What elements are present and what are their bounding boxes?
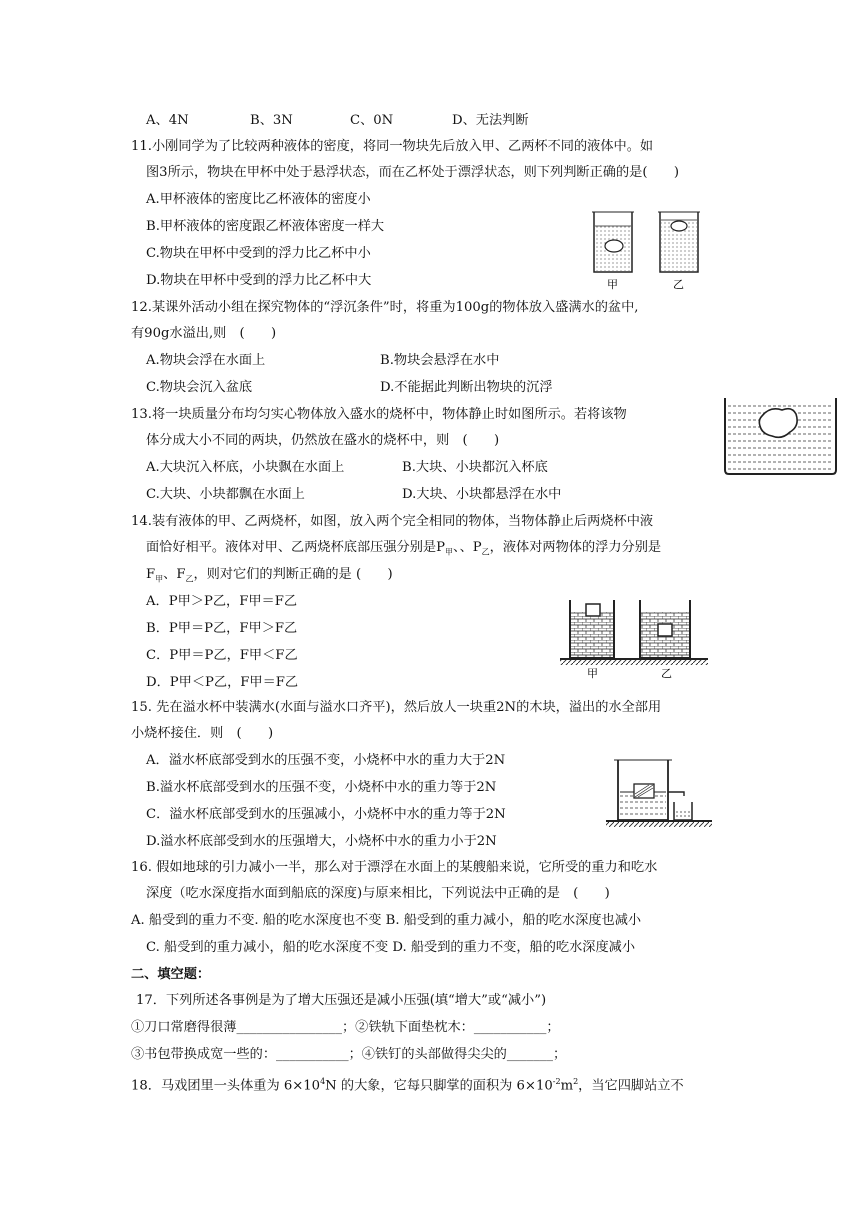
q15-stem-2: 小烧杯接住．则 ( ): [131, 726, 274, 741]
q10-option-b: B、3N: [250, 113, 293, 128]
q17-line-2: ③书包带换成宽一些的：___________；④铁钉的头部做得尖尖的_______；: [131, 1047, 567, 1062]
q12-stem-2: 有90g水溢出,则 ( ): [131, 326, 277, 341]
q15-option-d: D.溢水杯底部受到水的压强增大，小烧杯中水的重力小于2N: [146, 834, 497, 849]
q12-option-b: B.物块会悬浮在水中: [380, 353, 500, 368]
q14-label-jia: 甲: [587, 667, 598, 680]
q13-stem-1: 13.将一块质量分布均匀实心物体放入盛水的烧杯中，物体静止时如图所示。若将该物: [131, 407, 627, 422]
q11-option-d: D.物块在甲杯中受到的浮力比乙杯中大: [146, 273, 372, 288]
q14-option-b: B．P甲＝P乙，F甲＞F乙: [146, 621, 298, 636]
q10-option-a: A、4N: [146, 113, 189, 128]
q13-option-b: B.大块、小块都沉入杯底: [402, 460, 548, 475]
q14-option-c: C．P甲＝P乙，F甲＜F乙: [146, 648, 298, 663]
q14-option-a: A．P甲＞P乙，F甲＝F乙: [146, 594, 298, 609]
q15-option-c: C．溢水杯底部受到水的压强减小，小烧杯中水的重力等于2N: [146, 807, 506, 822]
q18-stem: 18．马戏团里一头体重为 $6\times 10^4N$ 的大象，它每只脚掌的面积为 $6\times 10^{-2}m^2$，当它四脚站立不: [131, 1077, 684, 1094]
q14-stem-1: 14.装有液体的甲、乙两烧杯，如图，放入两个完全相同的物体，当物体静止后两烧杯中液: [131, 514, 654, 529]
q13-stem-2: 体分成大小不同的两块，仍然放在盛水的烧杯中，则 ( ): [146, 433, 500, 448]
section-2-title: 二、填空题：: [131, 967, 211, 982]
q17-line-1: ①刀口常磨得很薄________________；②铁轨下面垫枕木：___________；: [131, 1020, 560, 1035]
q11-beakers-figure: [588, 206, 708, 292]
q14-beakers-figure: [558, 598, 714, 680]
q13-beaker-figure: [722, 396, 840, 478]
q14-option-d: D．P甲＜P乙，F甲＝F乙: [146, 675, 299, 690]
q16-options-cd: C. 船受到的重力减小，船的吃水深度不变 D. 船受到的重力不变，船的吃水深度减小: [146, 940, 636, 955]
q16-stem-1: 16. 假如地球的引力减小一半，那么对于漂浮在水面上的某艘船来说，它所受的重力和吃水: [131, 860, 658, 875]
q11-label-yi: 乙: [673, 278, 684, 291]
q11-option-c: C.物块在甲杯中受到的浮力比乙杯中小: [146, 246, 371, 261]
q17-stem: 17．下列所述各事例是为了增大压强还是减小压强(填“增大”或“减小”): [136, 993, 547, 1008]
q15-stem-1: 15. 先在溢水杯中装满水(水面与溢水口齐平)，然后放人一块重2N的木块，溢出的水全部用: [131, 700, 662, 715]
q11-option-a: A.甲杯液体的密度比乙杯液体的密度小: [146, 192, 371, 207]
q11-label-jia: 甲: [607, 278, 618, 291]
q11-stem-1: 11.小刚同学为了比较两种液体的密度，将同一物块先后放入甲、乙两杯不同的液体中。如: [131, 139, 654, 154]
q12-option-d: D.不能据此判断出物块的沉浮: [380, 380, 553, 395]
q11-stem-2: 图3所示，物块在甲杯中处于悬浮状态，而在乙杯处于漂浮状态，则下列判断正确的是( ): [146, 165, 679, 180]
q14-stem-3: $F_甲$、$F_乙$，则对它们的判断正确的是 ( ): [146, 567, 393, 584]
q13-option-d: D.大块、小块都悬浮在水中: [402, 487, 562, 502]
q12-stem-1: 12.某课外活动小组在探究物体的“浮沉条件”时，将重为100g的物体放入盛满水的盆中,: [131, 300, 639, 315]
q12-option-a: A.物块会浮在水面上: [146, 353, 266, 368]
q16-options-ab: A. 船受到的重力不变. 船的吃水深度也不变 B. 船受到的重力减小，船的吃水深度也减小: [131, 913, 642, 928]
q14-stem-2: 面恰好相平。液体对甲、乙两烧杯底部压强分别是$P_甲$、、$P_乙$，液体对两物体的浮力分别是: [146, 540, 662, 557]
q16-stem-2: 深度（吃水深度指水面到船底的深度)与原来相比，下列说法中正确的是 ( ): [146, 886, 610, 901]
q15-overflow-cup-figure: [604, 752, 716, 834]
q12-option-c: C.物块会沉入盆底: [146, 380, 253, 395]
q13-option-a: A.大块沉入杯底，小块飘在水面上: [146, 460, 345, 475]
q10-option-c: C、0N: [350, 113, 394, 128]
q13-option-c: C.大块、小块都飘在水面上: [146, 487, 305, 502]
q15-option-a: A．溢水杯底部受到水的压强不变，小烧杯中水的重力大于2N: [146, 753, 506, 768]
q10-option-d: D、无法判断: [452, 113, 529, 128]
q11-option-b: B.甲杯液体的密度跟乙杯液体密度一样大: [146, 219, 385, 234]
q15-option-b: B.溢水杯底部受到水的压强不变，小烧杯中水的重力等于2N: [146, 780, 497, 795]
q14-label-yi: 乙: [661, 667, 672, 680]
